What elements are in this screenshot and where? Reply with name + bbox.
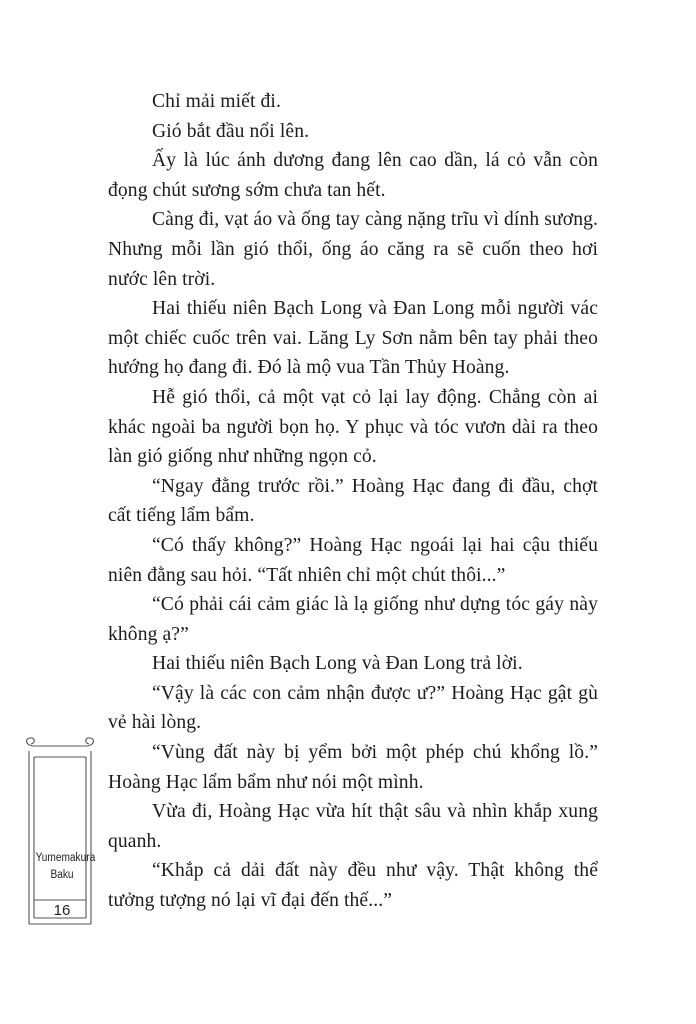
paragraph: Hai thiếu niên Bạch Long và Đan Long mỗi người vác một chiếc cuốc trên vai. Lăng Ly Sơn nằm bên tay phải theo hướng họ đang đi. Đó là mộ vua Tần Thủy Hoàng. (108, 298, 598, 379)
side-tab-ornament (18, 736, 102, 932)
paragraph: “Vùng đất này bị yểm bởi một phép chú khổng lồ.” Hoàng Hạc lẩm bẩm như nói một mình. (108, 742, 598, 793)
paragraph: Càng đi, vạt áo và ống tay càng nặng trĩu vì dính sương. Nhưng mỗi lần gió thổi, ống áo căng ra sẽ cuốn theo hơi nước lên trời. (108, 209, 598, 290)
paragraph: Hễ gió thổi, cả một vạt cỏ lại lay động. Chẳng còn ai khác ngoài ba người bọn họ. Y phục và tóc vươn dài ra theo làn gió giống như những ngọn cỏ. (108, 386, 598, 468)
paragraph: “Có thấy không?” Hoàng Hạc ngoái lại hai cậu thiếu niên đằng sau hỏi. “Tất nhiên chỉ một chút thôi...” (108, 534, 598, 586)
paragraph: Ấy là lúc ánh dương đang lên cao dần, lá cỏ vẫn còn đọng chút sương sớm chưa tan hết. (108, 150, 598, 201)
paragraph: Gió bắt đầu nổi lên. (152, 120, 310, 142)
paragraph: “Vậy là các con cảm nhận được ư?” Hoàng Hạc gật gù vẻ hài lòng. (108, 682, 598, 734)
paragraph: Hai thiếu niên Bạch Long và Đan Long trả lời. (152, 653, 523, 675)
body-text (108, 87, 598, 916)
author-first-name: Yumemakura (35, 852, 96, 864)
page-number: 16 (53, 902, 71, 919)
paragraph: “Khắp cả dải đất này đều như vậy. Thật không thể tưởng tượng nó lại vĩ đại đến thế...” (108, 860, 598, 912)
author-last-name: Baku (50, 869, 74, 881)
paragraph: “Ngay đằng trước rồi.” Hoàng Hạc đang đi đầu, chợt cất tiếng lẩm bẩm. (108, 475, 598, 527)
running-header-author (35, 850, 96, 884)
paragraph: Vừa đi, Hoàng Hạc vừa hít thật sâu và nhìn khắp xung quanh. (108, 801, 598, 852)
paragraph: Chỉ mải miết đi. (152, 91, 281, 112)
paragraph: “Có phải cái cảm giác là lạ giống như dựng tóc gáy này không ạ?” (108, 594, 598, 645)
